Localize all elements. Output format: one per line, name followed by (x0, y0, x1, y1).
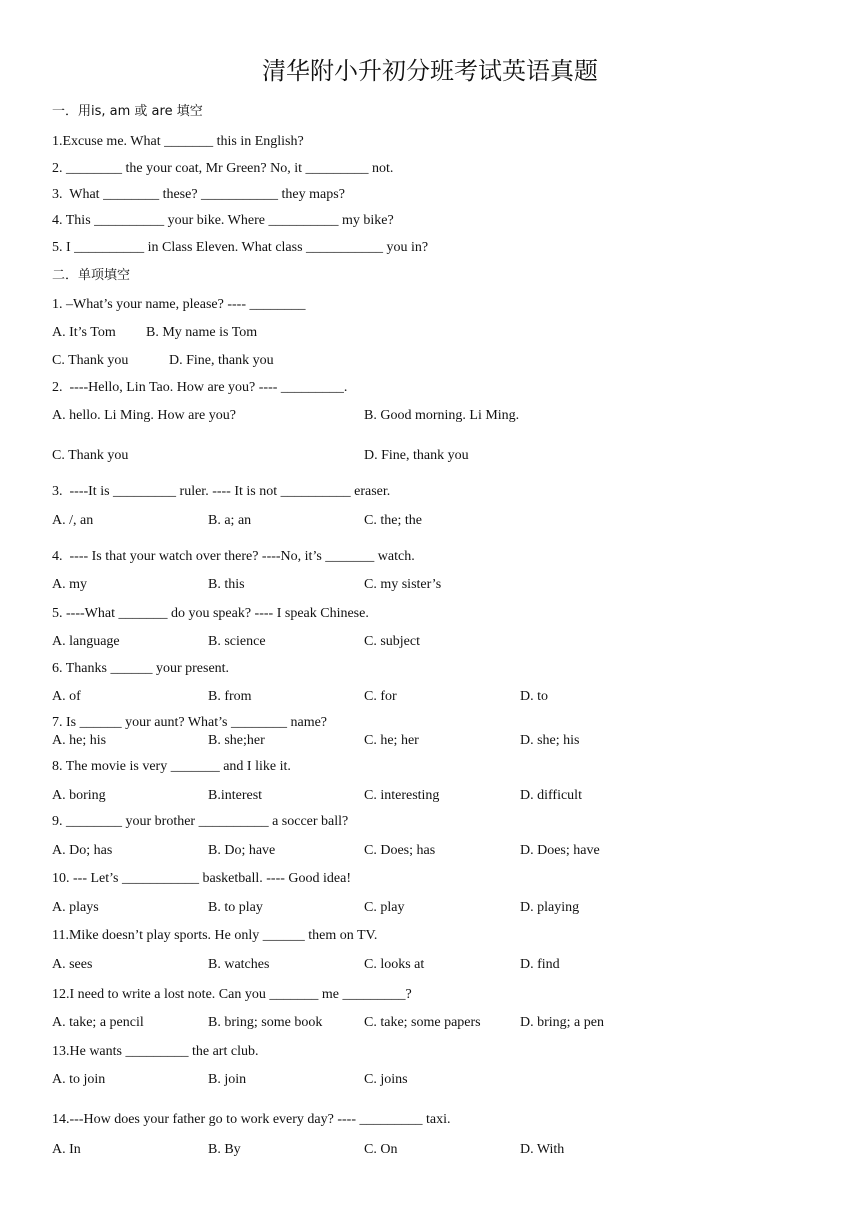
option: C. Thank you (52, 448, 129, 463)
option: D. Fine, thank you (364, 448, 469, 463)
option: D. With (520, 1142, 565, 1157)
fill-line-2: 2. ________ the your coat, Mr Green? No, it _________ not. (52, 161, 394, 176)
page-title: 清华附小升初分班考试英语真题 (262, 57, 598, 85)
option: A. boring (52, 788, 106, 803)
option: D. she; his (520, 733, 580, 748)
option: B. By (208, 1142, 241, 1157)
option: D. Fine, thank you (169, 353, 274, 368)
option: C. he; her (364, 733, 419, 748)
option: C. Thank you (52, 353, 129, 368)
section-1-heading: 一．用is, am 或 are 填空 (52, 104, 203, 119)
option: C. the; the (364, 513, 422, 528)
question-1: 1. –What’s your name, please? ---- ________ (52, 297, 306, 312)
option: D. Does; have (520, 843, 600, 858)
option: C. looks at (364, 957, 425, 972)
option: A. hello. Li Ming. How are you? (52, 408, 236, 423)
option: D. bring; a pen (520, 1015, 604, 1030)
option: B. a; an (208, 513, 252, 528)
option: A. It’s Tom (52, 325, 116, 340)
question-6: 6. Thanks ______ your present. (52, 661, 230, 676)
option: C. On (364, 1142, 398, 1157)
option: B. bring; some book (208, 1015, 323, 1030)
option: A. In (52, 1142, 81, 1157)
question-13: 13.He wants _________ the art club. (52, 1044, 259, 1059)
option: C. take; some papers (364, 1015, 481, 1030)
question-7: 7. Is ______ your aunt? What’s ________ name? (52, 715, 328, 730)
option: A. of (52, 689, 81, 704)
fill-line-5: 5. I __________ in Class Eleven. What class ___________ you in? (52, 240, 429, 255)
option: C. Does; has (364, 843, 436, 858)
option: D. playing (520, 900, 580, 915)
option: C. for (364, 689, 397, 704)
option: A. my (52, 577, 87, 592)
option: C. interesting (364, 788, 440, 803)
option: B. Good morning. Li Ming. (364, 408, 520, 423)
question-8: 8. The movie is very _______ and I like it. (52, 759, 291, 774)
question-4: 4. ---- Is that your watch over there? ----No, it’s _______ watch. (52, 549, 415, 564)
fill-line-3: 3. What ________ these? ___________ they maps? (52, 187, 345, 202)
question-5: 5. ----What _______ do you speak? ---- I speak Chinese. (52, 606, 369, 621)
question-2: 2. ----Hello, Lin Tao. How are you? ---- _________. (52, 380, 348, 395)
option: C. subject (364, 634, 420, 649)
fill-line-4: 4. This __________ your bike. Where __________ my bike? (52, 213, 394, 228)
option: B. join (208, 1072, 247, 1087)
option: A. plays (52, 900, 99, 915)
question-9: 9. ________ your brother __________ a soccer ball? (52, 814, 349, 829)
option: A. language (52, 634, 120, 649)
option: A. take; a pencil (52, 1015, 144, 1030)
option: C. my sister’s (364, 577, 442, 592)
option: C. play (364, 900, 405, 915)
section-2-heading: 二．单项填空 (52, 268, 131, 283)
option: B. My name is Tom (146, 325, 258, 340)
option: B. Do; have (208, 843, 276, 858)
question-14: 14.---How does your father go to work every day? ---- _________ taxi. (52, 1112, 451, 1127)
question-10: 10. --- Let’s ___________ basketball. ---- Good idea! (52, 871, 351, 886)
option: C. joins (364, 1072, 408, 1087)
question-12: 12.I need to write a lost note. Can you _______ me _________? (52, 987, 412, 1002)
option: A. /, an (52, 513, 94, 528)
option: D. to (520, 689, 548, 704)
option: B.interest (208, 788, 263, 803)
option: B. science (208, 634, 266, 649)
fill-line-1: 1.Excuse me. What _______ this in English? (52, 134, 304, 149)
option: B. from (208, 689, 252, 704)
option: B. to play (208, 900, 263, 915)
option: D. find (520, 957, 560, 972)
question-3: 3. ----It is _________ ruler. ---- It is not __________ eraser. (52, 484, 391, 499)
option: A. to join (52, 1072, 106, 1087)
option: A. he; his (52, 733, 107, 748)
option: B. she;her (208, 733, 265, 748)
option: B. this (208, 577, 245, 592)
option: A. Do; has (52, 843, 113, 858)
option: D. difficult (520, 788, 582, 803)
option: B. watches (208, 957, 270, 972)
question-11: 11.Mike doesn’t play sports. He only ______ them on TV. (52, 928, 378, 943)
option: A. sees (52, 957, 93, 972)
